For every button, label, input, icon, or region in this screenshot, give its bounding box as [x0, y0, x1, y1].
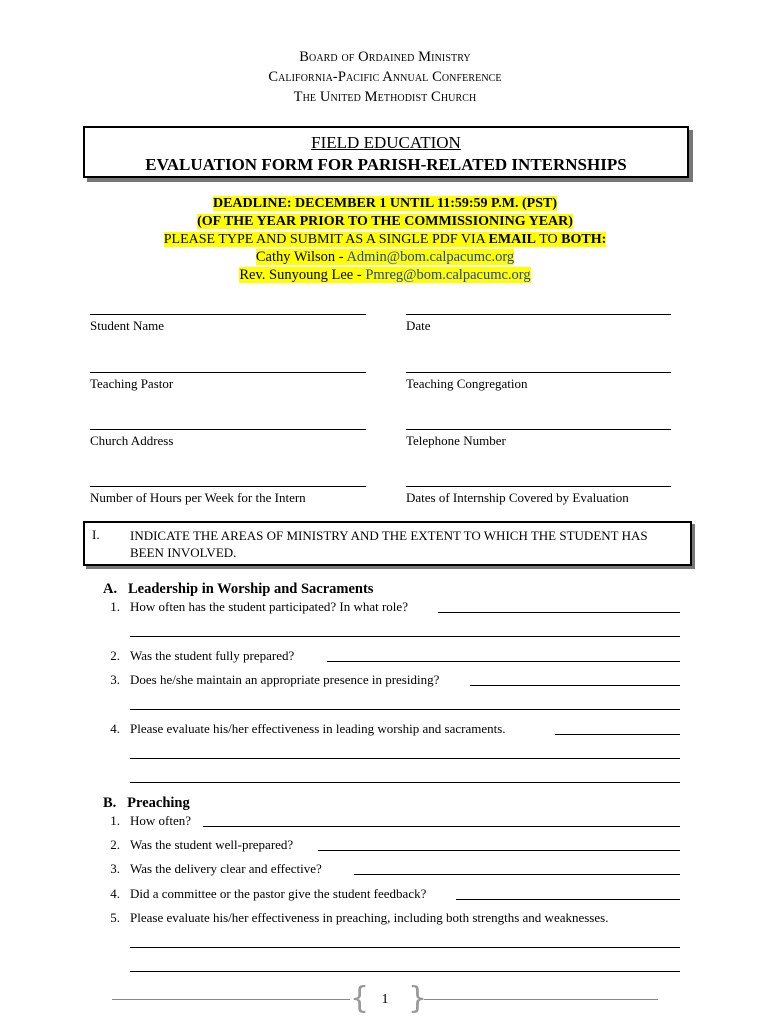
teaching-pastor-label: Teaching Pastor: [90, 376, 174, 391]
a-q4-text: Please evaluate his/her effectiveness in leading worship and sacraments.: [130, 721, 506, 736]
church-address-label: Church Address: [90, 433, 174, 448]
deadline-line1: DEADLINE: DECEMBER 1 UNTIL 11:59:59 P.M. (PST): [212, 196, 558, 211]
b-q5-text: Please evaluate his/her effectiveness in preaching, including both strengths and weaknesses.: [130, 910, 609, 925]
section-i-text: INDICATE THE AREAS OF MINISTRY AND THE EXTENT TO WHICH THE STUDENT HAS BEEN INVOLVED.: [130, 528, 648, 560]
dates-covered-label: Dates of Internship Covered by Evaluation: [406, 490, 629, 505]
student-name-label: Student Name: [90, 318, 165, 333]
b-q3-answer-line[interactable]: [354, 874, 680, 875]
conference-name: California-Pacific Annual Conference: [268, 69, 502, 85]
telephone-field[interactable]: [406, 429, 671, 430]
student-name-field[interactable]: [90, 314, 366, 315]
deadline-line2: (OF THE YEAR PRIOR TO THE COMMISSIONING YEAR): [197, 214, 573, 229]
dates-covered-field[interactable]: [406, 486, 671, 487]
a-q4-answer-line[interactable]: [555, 734, 680, 735]
hours-field[interactable]: [90, 486, 366, 487]
b-q5-answer-line[interactable]: [130, 947, 680, 948]
church-address-field[interactable]: [90, 429, 366, 430]
left-brace-icon: {: [350, 981, 370, 1016]
teaching-congregation-field[interactable]: [406, 372, 671, 373]
section-i-box: [83, 521, 692, 566]
date-label: Date: [406, 318, 431, 333]
contact-sunyoung: Rev. Sunyoung Lee - Pmreg@bom.calpacumc.org: [239, 267, 531, 283]
b-q3-number: 3.: [110, 861, 120, 876]
a-q2-number: 2.: [110, 648, 120, 663]
title-line2: EVALUATION FORM FOR PARISH-RELATED INTERNSHIPS: [145, 155, 627, 174]
b-q5-answer-line2[interactable]: [130, 971, 680, 972]
date-field[interactable]: [406, 314, 671, 315]
b-q2-answer-line[interactable]: [318, 850, 680, 851]
a-q1-text: How often has the student participated? In what role?: [130, 599, 408, 614]
teaching-pastor-field[interactable]: [90, 372, 366, 373]
a-q3-number: 3.: [110, 672, 120, 687]
footer-rule-right: [424, 999, 658, 1000]
section-i-number: I.: [92, 527, 100, 542]
hours-label: Number of Hours per Week for the Intern: [90, 490, 306, 505]
org-name: Board of Ordained Ministry: [299, 49, 471, 65]
a-q4-number: 4.: [110, 721, 120, 736]
church-name: The United Methodist Church: [293, 89, 477, 105]
b-q1-text: How often?: [130, 813, 192, 828]
a-q2-answer-line[interactable]: [327, 661, 680, 662]
b-q5-number: 5.: [110, 910, 120, 925]
b-q3-text: Was the delivery clear and effective?: [130, 861, 322, 876]
a-q1-answer-line2[interactable]: [130, 636, 680, 637]
contact-cathy: Cathy Wilson - Admin@bom.calpacumc.org: [255, 249, 515, 265]
telephone-label: Telephone Number: [406, 433, 506, 448]
email-link-admin[interactable]: Admin@bom.calpacumc.org: [346, 249, 515, 265]
email-link-pmreg[interactable]: Pmreg@bom.calpacumc.org: [365, 267, 531, 283]
a-q4-answer-line2[interactable]: [130, 758, 680, 759]
b-q2-text: Was the student well-prepared?: [130, 837, 294, 852]
b-q2-number: 2.: [110, 837, 120, 852]
section-b-heading: B. Preaching: [103, 795, 190, 811]
b-q1-number: 1.: [110, 813, 120, 828]
a-q3-answer-line[interactable]: [470, 685, 680, 686]
teaching-congregation-label: Teaching Congregation: [406, 376, 528, 391]
title-line1: FIELD EDUCATION: [311, 133, 461, 152]
a-q3-answer-line2[interactable]: [130, 709, 680, 710]
section-a-heading: A. Leadership in Worship and Sacraments: [103, 581, 374, 597]
b-q4-answer-line[interactable]: [456, 899, 680, 900]
a-q3-text: Does he/she maintain an appropriate presence in presiding?: [130, 672, 440, 687]
submit-instructions: PLEASE TYPE AND SUBMIT AS A SINGLE PDF VIA EMAIL TO BOTH:: [163, 232, 607, 247]
page-number: 1: [381, 992, 389, 1007]
b-q4-text: Did a committee or the pastor give the student feedback?: [130, 886, 427, 901]
a-q1-answer-line[interactable]: [438, 612, 680, 613]
title-box: [83, 126, 689, 178]
b-q4-number: 4.: [110, 886, 120, 901]
a-q4-answer-line3[interactable]: [130, 782, 680, 783]
b-q1-answer-line[interactable]: [203, 826, 680, 827]
right-brace-icon: }: [408, 981, 428, 1016]
a-q1-number: 1.: [110, 599, 120, 614]
a-q2-text: Was the student fully prepared?: [130, 648, 295, 663]
